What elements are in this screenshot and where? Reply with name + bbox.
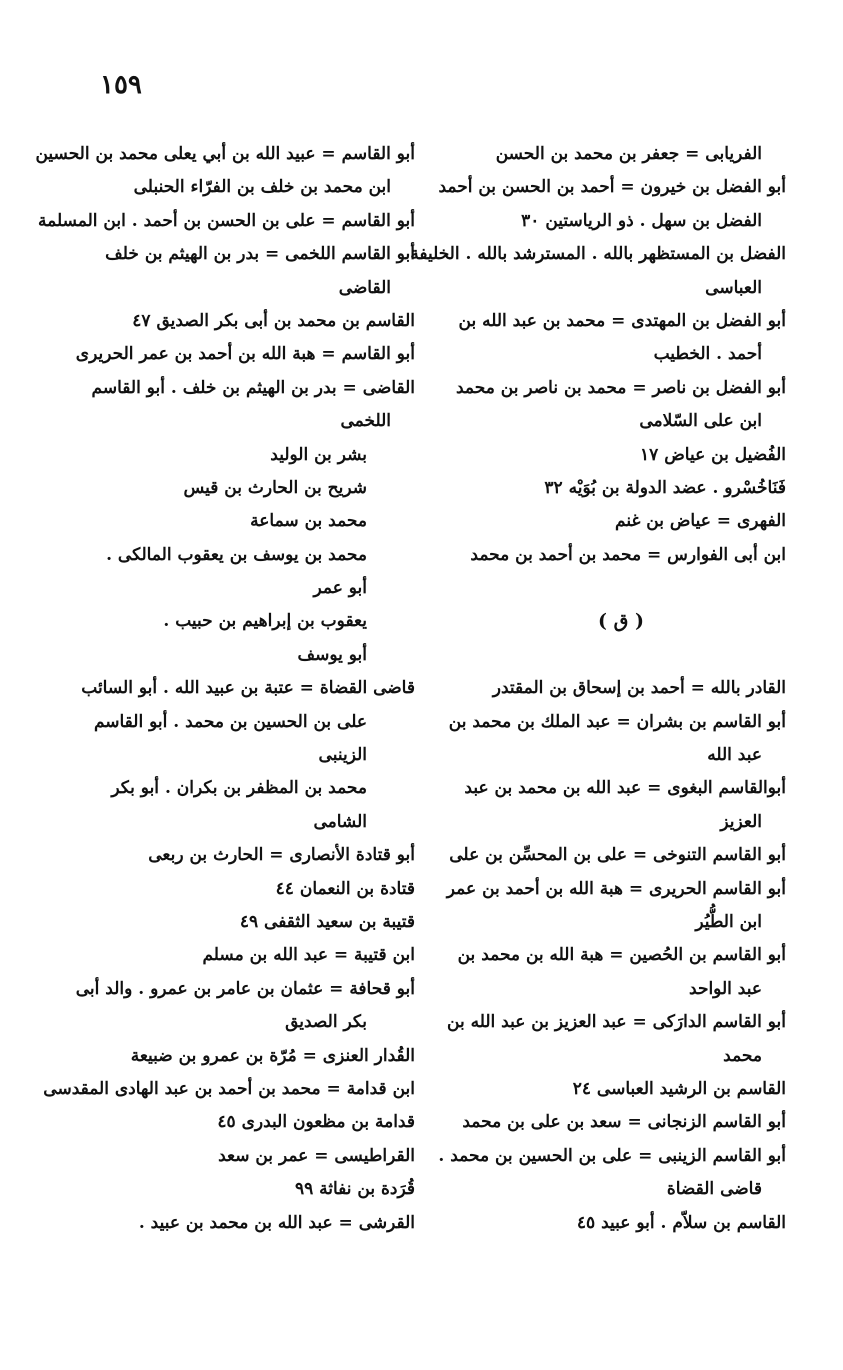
index-entry-line: العباسى bbox=[705, 277, 762, 298]
index-entry-line: أبو القاسم بن بشران = عبد الملك بن محمد بن bbox=[448, 711, 786, 732]
index-entry-line: أبو القاسم الزينبى = على بن الحسين بن محمد . bbox=[438, 1145, 786, 1166]
index-entry-line: ابن الطُّيُر bbox=[695, 911, 762, 932]
index-entry-line: قاضى القضاة bbox=[666, 1179, 762, 1200]
index-entry-line: القاسم بن سلاّم . أبو عبيد ٤٥ bbox=[576, 1212, 786, 1233]
index-entry-line: محمد bbox=[723, 1045, 762, 1066]
index-entry-line: أبو قحافة = عثمان بن عامر بن عمرو . والد أبى bbox=[75, 978, 415, 999]
index-entry-line: القاضى bbox=[338, 277, 391, 298]
index-entry-line: قُرَدة بن نفاثة ٩٩ bbox=[294, 1179, 415, 1200]
index-entry-line: ابن على السّلامى bbox=[639, 411, 762, 432]
index-entry-line: قتادة بن النعمان ٤٤ bbox=[275, 878, 415, 899]
index-entry-line: ابن قدامة = محمد بن أحمد بن عبد الهادى المقدسى bbox=[43, 1078, 415, 1099]
index-entry-line: أبو الفضل بن ناصر = محمد بن ناصر بن محمد bbox=[456, 377, 786, 398]
index-entry-line: فَنَاخُسْرو . عضد الدولة بن بُوَيْه ٣٢ bbox=[544, 477, 786, 498]
index-entry-line: الشامى bbox=[313, 811, 367, 832]
index-entry-line: أبو القاسم = على بن الحسن بن أحمد . ابن المسلمة bbox=[38, 210, 415, 231]
index-entry-line: أبو القاسم = عبيد الله بن أبي يعلى محمد بن الحسين bbox=[35, 144, 415, 164]
index-entry-line: يعقوب بن إبراهيم بن حبيب . bbox=[163, 611, 367, 632]
index-entry-line: أبو القاسم = هبة الله بن أحمد بن عمر الحريرى bbox=[75, 344, 415, 365]
index-entry-line: أبو الفضل بن خيرون = أحمد بن الحسن بن أحمد bbox=[438, 177, 786, 198]
index-entry-line: أبو القاسم بن الحُصين = هبة الله بن محمد بن bbox=[457, 945, 786, 966]
index-entry-line: الفضل بن سهل . ذو الرياستين ٣٠ bbox=[521, 210, 762, 231]
index-entry-line: القرشى = عبد الله بن محمد بن عبيد . bbox=[138, 1212, 415, 1233]
index-entry-line: أبو القاسم اللخمى = بدر بن الهيثم بن خلف bbox=[105, 244, 415, 265]
index-entry-line bbox=[456, 639, 786, 672]
index-entry-line: الفهرى = عياض بن غنم bbox=[615, 511, 786, 532]
index-entry-line: العزيز bbox=[720, 811, 762, 832]
index-entry-line: أبو القاسم الدارَكى = عبد العزيز بن عبد الله بن bbox=[447, 1012, 786, 1033]
index-entry-line: بشر بن الوليد bbox=[270, 444, 367, 465]
index-entry-line: القراطيسى = عمر بن سعد bbox=[218, 1145, 415, 1166]
index-entry-line: ابن محمد بن خلف بن الفرّاء الحنبلى bbox=[133, 177, 391, 198]
index-entry-line: أبوالقاسم البغوى = عبد الله بن محمد بن عبد bbox=[464, 778, 786, 799]
index-entry-line: الزينبى bbox=[318, 745, 367, 766]
index-entry-line: الفُضيل بن عياض ١٧ bbox=[640, 444, 786, 465]
index-entry-line: الفضل بن المستظهر بالله . المسترشد بالله . الخليفة bbox=[410, 244, 786, 265]
page-number: ١٥٩ bbox=[100, 70, 142, 100]
index-entry-line: ابن أبى الفوارس = محمد بن أحمد بن محمد bbox=[470, 544, 786, 565]
index-entry-line: عبد الله bbox=[707, 745, 762, 766]
index-column-right bbox=[410, 138, 786, 1240]
index-column-left bbox=[35, 138, 415, 1240]
index-entry-line: أبو عمر bbox=[313, 578, 367, 599]
index-entry-line: عبد الواحد bbox=[689, 978, 762, 999]
index-entry-line: القُدار العنزى = مُرّة بن عمرو بن ضبيعة bbox=[130, 1045, 415, 1066]
index-entry-line: الفريابى = جعفر بن محمد بن الحسن bbox=[495, 144, 762, 164]
index-entry-line: على بن الحسين بن محمد . أبو القاسم bbox=[93, 711, 367, 732]
index-entry-line: أبو الفضل بن المهتدى = محمد بن عبد الله بن bbox=[458, 310, 786, 331]
index-entry-line: أبو القاسم التنوخى = على بن المحسِّن بن على bbox=[449, 845, 786, 866]
index-entry-line: محمد بن المظفر بن بكران . أبو بكر bbox=[111, 778, 367, 799]
index-entry-line: أبو قتادة الأنصارى = الحارث بن ربعى bbox=[148, 845, 415, 866]
index-entry-line: القاضى = بدر بن الهيثم بن خلف . أبو القاسم bbox=[91, 377, 415, 398]
index-entry-line: اللخمى bbox=[340, 411, 391, 432]
index-entry-line: القادر بالله = أحمد بن إسحاق بن المقتدر bbox=[492, 678, 786, 699]
index-entry-line: محمد بن يوسف بن يعقوب المالكى . bbox=[106, 544, 367, 565]
index-entry-line: شريح بن الحارث بن قيس bbox=[183, 477, 367, 498]
index-entry-line: أبو القاسم الحريرى = هبة الله بن أحمد بن عمر bbox=[446, 878, 786, 899]
index-entry-line: أبو يوسف bbox=[297, 644, 367, 665]
index-entry-line: أبو القاسم الزنجانى = سعد بن على بن محمد bbox=[462, 1112, 786, 1133]
index-entry-line: محمد بن سماعة bbox=[250, 511, 367, 532]
index-entry-line: قتيبة بن سعيد الثقفى ٤٩ bbox=[239, 911, 415, 932]
index-entry-line: القاسم بن محمد بن أبى بكر الصديق ٤٧ bbox=[132, 310, 415, 331]
index-entry-line: القاسم بن الرشيد العباسى ٢٤ bbox=[572, 1078, 786, 1099]
index-entry-line: أحمد . الخطيب bbox=[653, 344, 762, 365]
index-entry-line: قاضى القضاة = عتبة بن عبيد الله . أبو السائب bbox=[81, 678, 415, 699]
index-entry-line: بكر الصديق bbox=[285, 1012, 367, 1033]
index-entry-line: ابن قتيبة = عبد الله بن مسلم bbox=[202, 945, 415, 966]
index-entry-line: قدامة بن مظعون البدرى ٤٥ bbox=[217, 1112, 415, 1133]
section-heading: ( ق ) bbox=[598, 610, 644, 633]
index-entry-line bbox=[456, 572, 786, 605]
